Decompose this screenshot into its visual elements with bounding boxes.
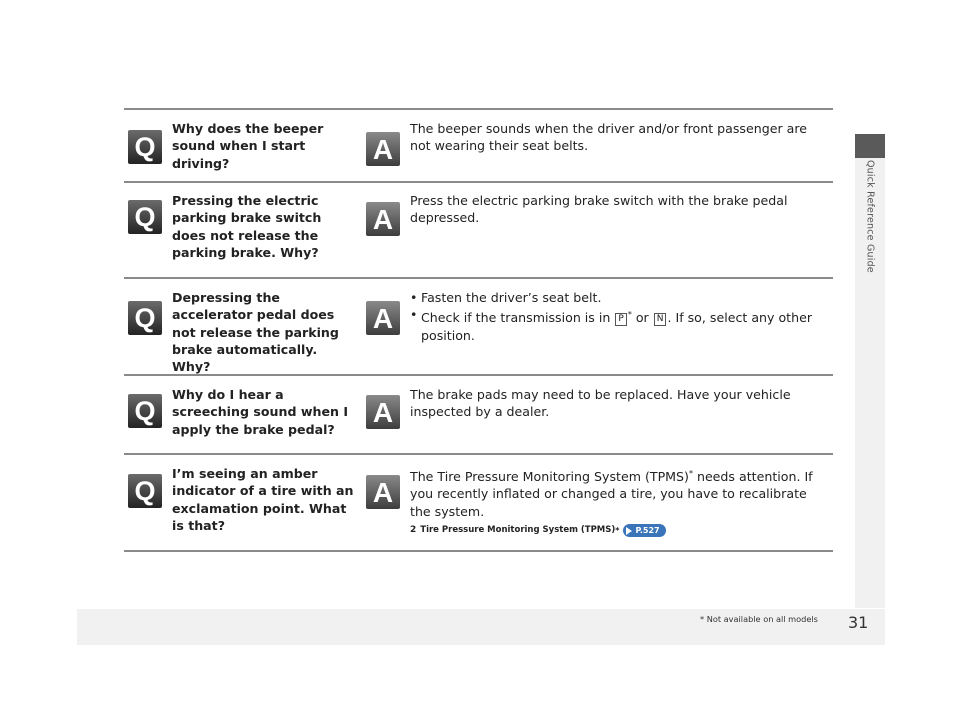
divider-rule bbox=[124, 181, 833, 183]
svg-text:A: A bbox=[372, 204, 394, 235]
answer-text: The Tire Pressure Monitoring System (TPMS)* needs attention. If you recently inflated or changed a tire, you have to recalibrate the system. 2 Tire Pressure Monitoring System (TPMS) * P.527 bbox=[410, 465, 830, 539]
answer-text: Press the electric parking brake switch with the brake pedal depressed. bbox=[410, 193, 788, 226]
svg-text:A: A bbox=[372, 303, 394, 334]
question-text: I’m seeing an amber indicator of a tire with an exclamation point. What is that? bbox=[172, 466, 354, 533]
a-icon bbox=[366, 202, 400, 236]
q-icon bbox=[128, 394, 162, 428]
cross-reference[interactable] bbox=[410, 522, 830, 539]
question-text: Pressing the electric parking brake switch does not release the parking brake. Why? bbox=[172, 193, 322, 260]
divider-rule bbox=[124, 453, 833, 455]
gear-key-p: P bbox=[615, 313, 626, 326]
svg-text:Q: Q bbox=[134, 303, 156, 333]
q-icon bbox=[128, 474, 162, 508]
footnote-star: * bbox=[627, 310, 632, 320]
xref-arrow-icon: 2 bbox=[410, 524, 417, 535]
page-link-button[interactable] bbox=[623, 524, 665, 537]
svg-text:Q: Q bbox=[134, 132, 156, 162]
answer-bullets bbox=[410, 289, 830, 344]
side-section-label bbox=[856, 160, 884, 320]
svg-text:A: A bbox=[372, 397, 394, 428]
footnote-star: * bbox=[615, 525, 620, 535]
footnote-star: * bbox=[688, 469, 693, 478]
a-icon bbox=[366, 301, 400, 335]
divider-rule bbox=[124, 277, 833, 279]
page-link-label: P.527 bbox=[635, 525, 660, 535]
a-icon bbox=[366, 132, 400, 166]
question-text: Why does the beeper sound when I start driving? bbox=[172, 121, 324, 171]
bullet-text: Fasten the driver’s seat belt. bbox=[421, 290, 602, 305]
page-number: 31 bbox=[848, 613, 869, 632]
q-icon bbox=[128, 301, 162, 335]
q-icon bbox=[128, 200, 162, 234]
a-icon bbox=[366, 395, 400, 429]
a-icon bbox=[366, 475, 400, 509]
svg-text:Q: Q bbox=[134, 476, 156, 506]
xref-label: Tire Pressure Monitoring System (TPMS) bbox=[420, 524, 616, 535]
bullet-dot: • bbox=[410, 290, 418, 305]
svg-text:A: A bbox=[372, 477, 394, 508]
bullet-dot: • bbox=[410, 307, 418, 323]
play-arrow-icon bbox=[626, 527, 632, 535]
q-icon bbox=[128, 130, 162, 164]
answer-text: The beeper sounds when the driver and/or front passenger are not wearing their seat belts. bbox=[410, 121, 808, 154]
section-tab-marker bbox=[855, 134, 885, 158]
question-text: Depressing the accelerator pedal does not release the parking brake automatically. Why? bbox=[172, 290, 339, 375]
question-text: Why do I hear a screeching sound when I apply the brake pedal? bbox=[172, 387, 349, 437]
bullet-item bbox=[410, 306, 830, 344]
svg-text:Q: Q bbox=[134, 202, 156, 232]
footnote-text: * Not available on all models bbox=[700, 614, 818, 624]
answer-text: The brake pads may need to be replaced. Have your vehicle inspected by a dealer. bbox=[410, 387, 791, 420]
svg-text:Q: Q bbox=[134, 396, 156, 426]
bullet-text: Check if the transmission is in P * or N . If so, select any other position. bbox=[421, 310, 813, 343]
bullet-item bbox=[410, 289, 830, 306]
divider-rule bbox=[124, 550, 833, 552]
divider-rule bbox=[124, 108, 833, 110]
side-label-text: Quick Reference Guide bbox=[864, 160, 876, 273]
svg-text:A: A bbox=[372, 134, 394, 165]
gear-key-n: N bbox=[654, 313, 667, 326]
